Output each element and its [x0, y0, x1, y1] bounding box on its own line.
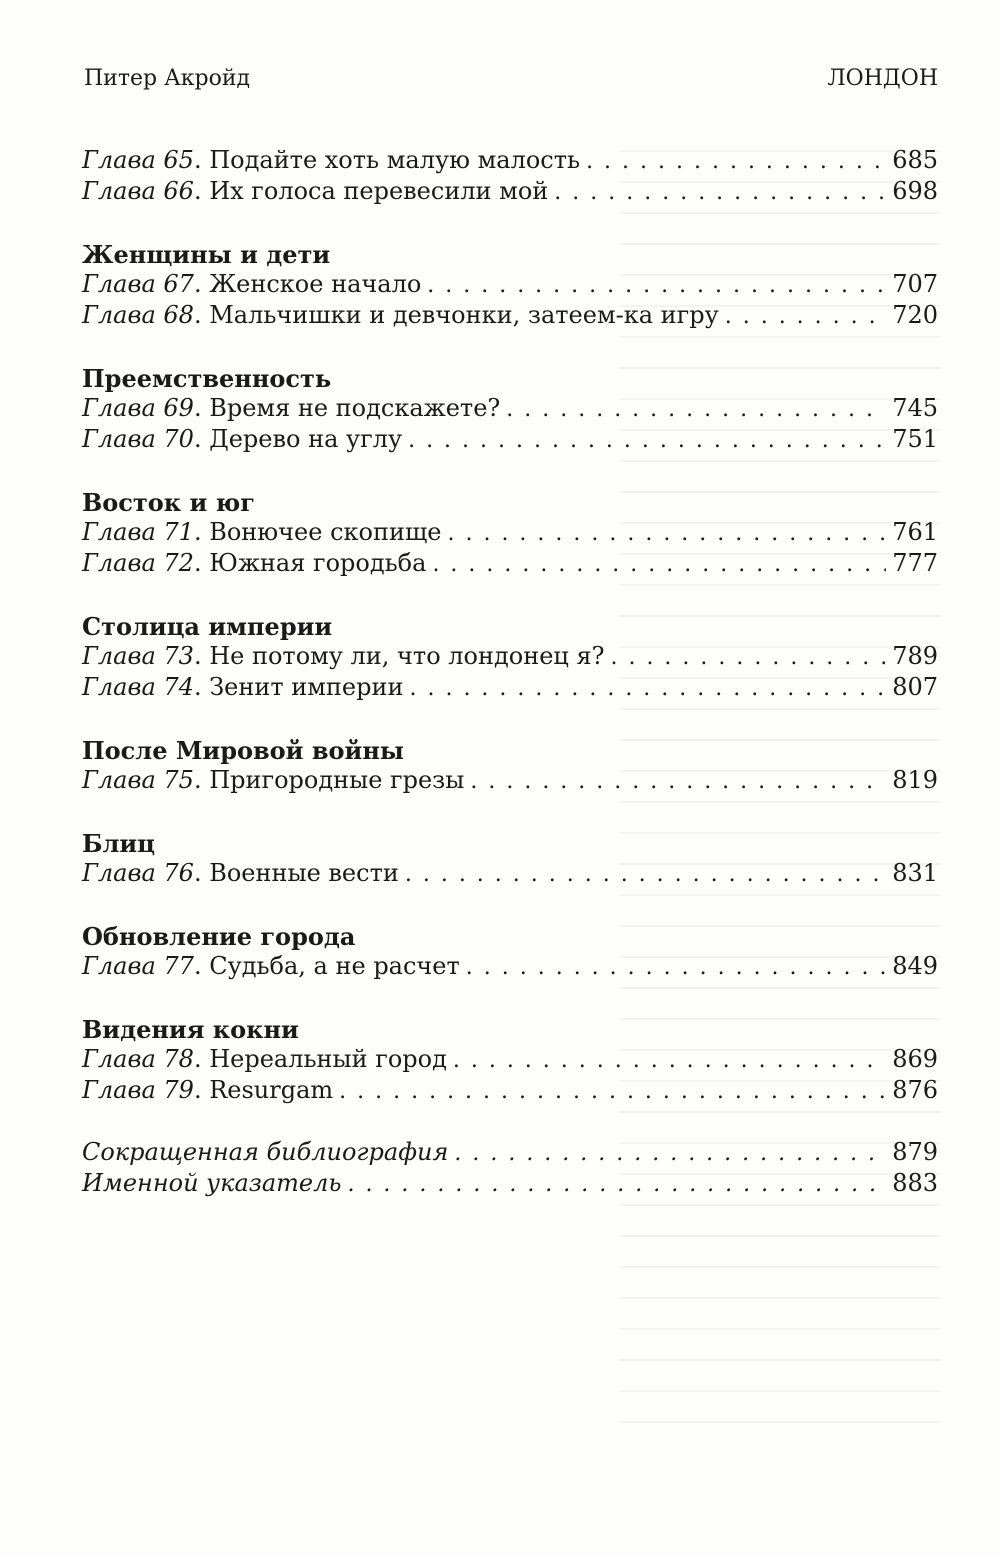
chapter-title: Дерево на углу	[209, 425, 403, 453]
page-number: 831	[892, 859, 938, 887]
toc-entry: Глава 69 . Время не подскажете? . . . 745	[82, 394, 938, 425]
chapter-number: Глава 66	[82, 177, 194, 205]
page-number: 720	[892, 301, 938, 329]
page-number: 807	[892, 673, 938, 701]
toc-section-cockney-visions	[82, 1014, 938, 1107]
section-heading: Столица империи	[82, 612, 333, 641]
dot-leader	[586, 149, 886, 174]
dot-leader	[466, 955, 886, 980]
chapter-number: Глава 75	[82, 766, 194, 794]
dot-leader	[432, 552, 886, 577]
toc-back-matter	[82, 1138, 938, 1200]
page-number: 883	[892, 1169, 938, 1197]
section-heading: Преемственность	[82, 364, 332, 393]
dot-leader	[470, 769, 886, 794]
toc-section-blitz	[82, 828, 938, 890]
chapter-title: Зенит империи	[209, 673, 404, 701]
section-heading: Восток и юг	[82, 488, 255, 517]
dot-leader	[506, 397, 886, 422]
page-number: 869	[892, 1045, 938, 1073]
chapter-number: Глава 71	[82, 518, 194, 546]
toc-entry: Глава 71 . Вонючее скопище . . . 761	[82, 518, 938, 549]
toc-section-after-world-war	[82, 735, 938, 797]
dot-leader	[408, 428, 886, 453]
page-number: 789	[892, 642, 938, 670]
toc-entry: Глава 77 . Судьба, а не расчет . . . 849	[82, 952, 938, 983]
chapter-number: Глава 76	[82, 859, 194, 887]
page-number: 751	[892, 425, 938, 453]
chapter-number: Глава 74	[82, 673, 194, 701]
toc-entry	[82, 1138, 938, 1169]
dot-leader	[610, 645, 886, 670]
toc-entry: Глава 67 . Женское начало . . . 707	[82, 270, 938, 301]
chapter-title: Нереальный город	[209, 1045, 447, 1073]
back-matter-title: Сокращенная библиография	[82, 1138, 449, 1166]
toc-entry: Глава 74 . Зенит империи . . . 807	[82, 673, 938, 704]
chapter-title: Судьба, а не расчет	[209, 952, 460, 980]
toc-entry	[82, 1169, 938, 1200]
toc-section-intro	[82, 146, 938, 208]
dot-leader	[725, 304, 886, 329]
page-number: 819	[892, 766, 938, 794]
toc-entry: Глава 73 . Не потому ли, что лондонец я? . . . 789	[82, 642, 938, 673]
chapter-title: Южная городьба	[209, 549, 427, 577]
chapter-number: Глава 65	[82, 146, 194, 174]
toc-entry: Глава 65 . Подайте хоть малую малость . . . 685	[82, 146, 938, 177]
chapter-title: Resurgam	[209, 1076, 334, 1104]
chapter-title: Подайте хоть малую малость	[209, 146, 581, 174]
section-heading: После Мировой войны	[82, 736, 404, 765]
toc-section-city-renewal	[82, 921, 938, 983]
page-number: 745	[892, 394, 938, 422]
toc-section-women-children	[82, 239, 938, 332]
page-number: 849	[892, 952, 938, 980]
dot-leader	[347, 1172, 886, 1197]
toc-entry: Глава 72 . Южная городьба . . . 777	[82, 549, 938, 580]
toc-section-capital-of-empire	[82, 611, 938, 704]
page-number: 777	[892, 549, 938, 577]
section-heading: Видения кокни	[82, 1015, 299, 1044]
author-name: Питер Акройд	[84, 66, 251, 91]
toc-entry: Глава 79 . Resurgam . . . 876	[82, 1076, 938, 1107]
section-heading: Женщины и дети	[82, 240, 331, 269]
dot-leader	[447, 521, 886, 546]
dot-leader	[339, 1079, 886, 1104]
page-number: 698	[892, 177, 938, 205]
chapter-title: Не потому ли, что лондонец я?	[209, 642, 605, 670]
chapter-title: Военные вести	[209, 859, 399, 887]
dot-leader	[453, 1048, 886, 1073]
chapter-title: Время не подскажете?	[209, 394, 501, 422]
dot-leader	[405, 862, 886, 887]
chapter-number: Глава 78	[82, 1045, 194, 1073]
chapter-number: Глава 77	[82, 952, 194, 980]
toc-section-east-south	[82, 487, 938, 580]
toc-entry: Глава 68 . Мальчишки и девчонки, затеем-ка игру . . . 720	[82, 301, 938, 332]
toc-entry: Глава 66 . Их голоса перевесили мой . . . 698	[82, 177, 938, 208]
toc-entry: Глава 70 . Дерево на углу . . . 751	[82, 425, 938, 456]
chapter-number: Глава 67	[82, 270, 194, 298]
book-title: ЛОНДОН	[827, 66, 938, 91]
dot-leader	[554, 180, 886, 205]
chapter-title: Мальчишки и девчонки, затеем-ка игру	[209, 301, 719, 329]
chapter-number: Глава 68	[82, 301, 194, 329]
page-number: 761	[892, 518, 938, 546]
page-number: 685	[892, 146, 938, 174]
table-of-contents	[82, 146, 938, 1200]
dot-leader	[427, 273, 886, 298]
section-heading: Блиц	[82, 829, 155, 858]
chapter-title: Вонючее скопище	[209, 518, 442, 546]
page-number: 876	[892, 1076, 938, 1104]
section-heading: Обновление города	[82, 922, 356, 951]
chapter-title: Женское начало	[209, 270, 422, 298]
chapter-number: Глава 73	[82, 642, 194, 670]
page-number: 707	[892, 270, 938, 298]
dot-leader	[454, 1141, 886, 1166]
chapter-number: Глава 72	[82, 549, 194, 577]
running-head	[84, 66, 938, 96]
chapter-title: Их голоса перевесили мой	[209, 177, 549, 205]
dot-leader	[409, 676, 886, 701]
back-matter-title: Именной указатель	[82, 1169, 342, 1197]
toc-entry: Глава 76 . Военные вести . . . 831	[82, 859, 938, 890]
toc-entry: Глава 78 . Нереальный город . . . 869	[82, 1045, 938, 1076]
chapter-title: Пригородные грезы	[209, 766, 465, 794]
chapter-number: Глава 69	[82, 394, 194, 422]
chapter-number: Глава 70	[82, 425, 194, 453]
toc-entry: Глава 75 . Пригородные грезы . . . 819	[82, 766, 938, 797]
chapter-number: Глава 79	[82, 1076, 194, 1104]
page-number: 879	[892, 1138, 938, 1166]
toc-section-continuity	[82, 363, 938, 456]
